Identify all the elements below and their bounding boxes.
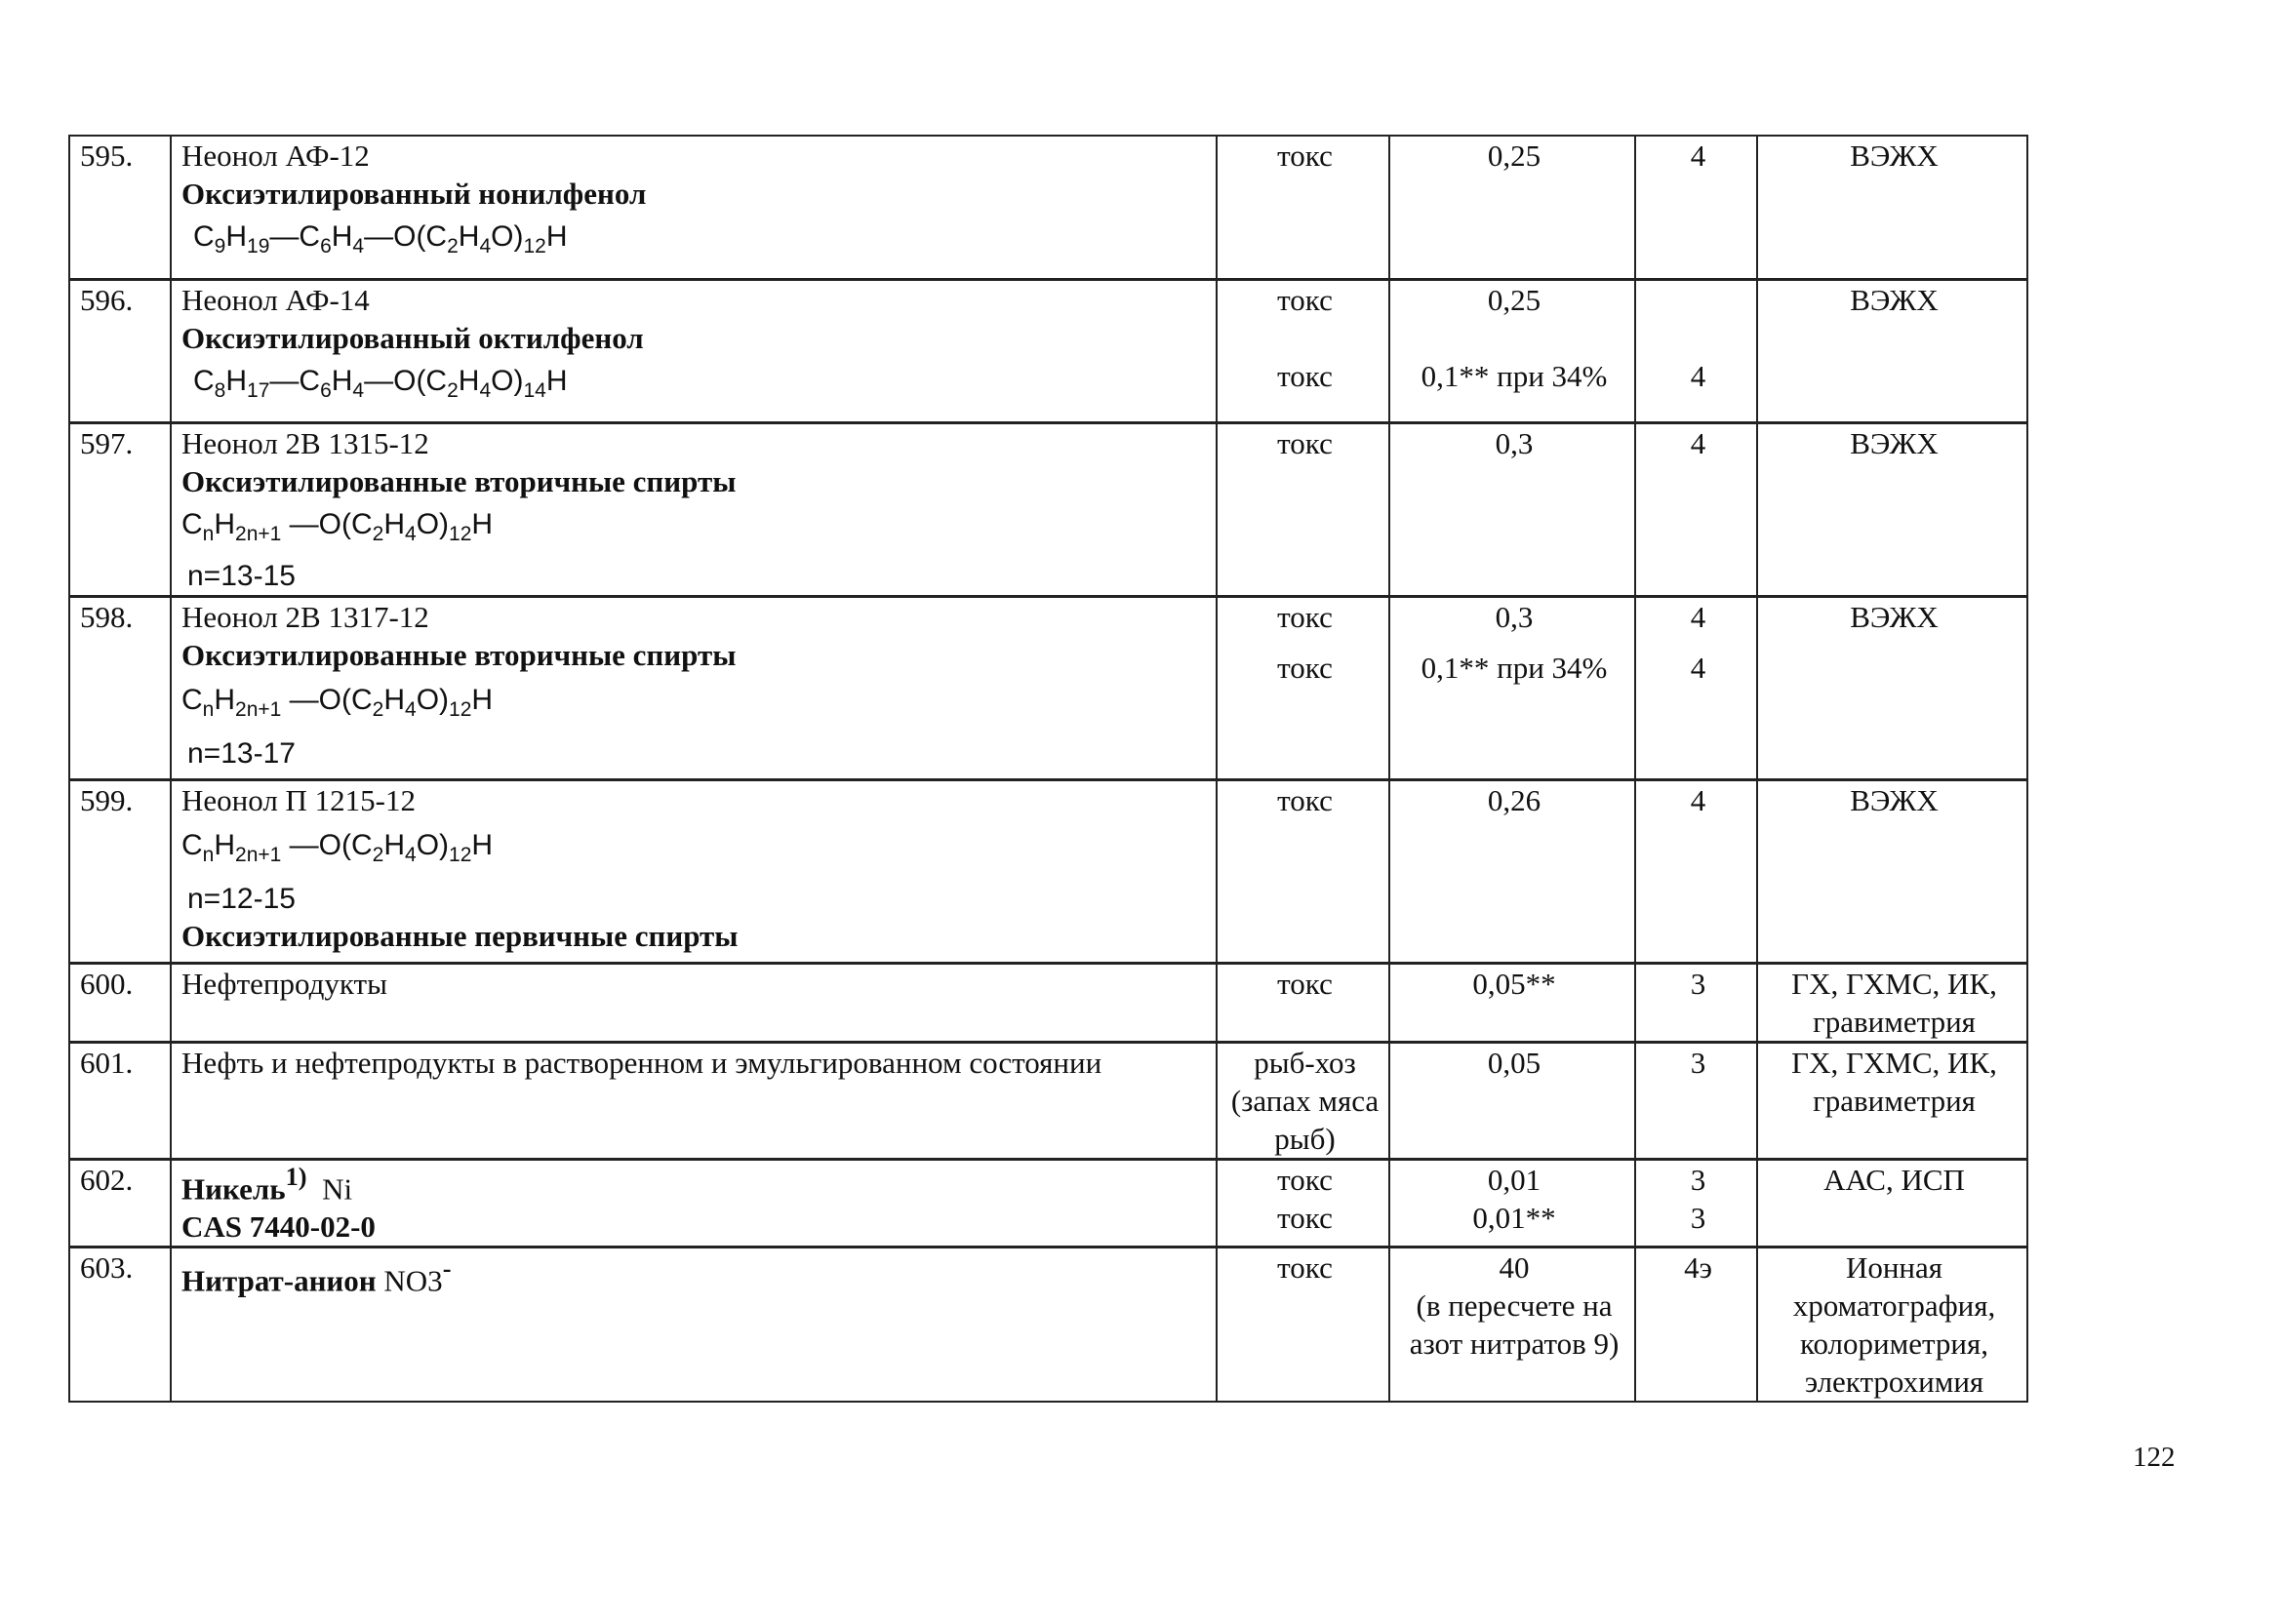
class-cell — [1635, 1042, 1757, 1159]
class-cell — [1635, 136, 1757, 279]
chemical-formula: $C_nH_{2n+1}$ $—O(C_2H_4O)_{12}H$ — [181, 683, 494, 721]
method-cell — [1757, 963, 2027, 1042]
concentration-value: 0,3 — [1495, 425, 1534, 460]
substance-cell — [171, 279, 1217, 422]
substance-cell — [171, 136, 1217, 279]
table-row — [69, 1159, 2027, 1247]
hazard-class: 4 — [1690, 599, 1706, 634]
concentration-value: 0,26 — [1487, 782, 1541, 817]
ion-charge: - — [442, 1254, 452, 1284]
substance-name: Нитрат-анион — [181, 1263, 377, 1298]
substance-cell — [171, 779, 1217, 963]
table-row — [69, 963, 2027, 1042]
substance-cell — [171, 1042, 1217, 1159]
hazard-type-2: токс — [1277, 358, 1333, 393]
element-symbol: Ni — [322, 1170, 353, 1206]
concentration-value: 40 — [1499, 1249, 1530, 1285]
concentration-value: 0,25 — [1487, 282, 1541, 317]
value-cell — [1389, 136, 1635, 279]
hazard-type-cell — [1217, 596, 1389, 779]
hazard-type-2: токс — [1277, 1200, 1333, 1235]
substance-name: Нефть и нефтепродукты в растворенном и эмульгированном состоянии — [181, 1045, 1102, 1080]
hazard-type-cell — [1217, 1159, 1389, 1247]
analysis-method: ВЭЖХ — [1850, 139, 1939, 173]
value-cell — [1389, 596, 1635, 779]
hazard-type: токс — [1277, 782, 1333, 817]
table-row — [69, 1247, 2027, 1402]
hazard-type: токс — [1277, 966, 1333, 1001]
method-cell — [1757, 1159, 2027, 1247]
page-number: 122 — [2133, 1442, 2176, 1473]
substance-name: Неонол АФ-12 — [181, 139, 370, 173]
hazard-type: рыб-хоз (запах мяса рыб) — [1230, 1045, 1380, 1156]
hazard-class-2: 4 — [1690, 358, 1706, 393]
analysis-method: ВЭЖХ — [1850, 782, 1939, 817]
concentration-value: 0,05** — [1472, 966, 1556, 1001]
table-row — [69, 136, 2027, 279]
hazard-type: токс — [1277, 139, 1333, 173]
hazard-type: токс — [1277, 282, 1333, 317]
method-cell — [1757, 422, 2027, 596]
hazard-type-cell — [1217, 422, 1389, 596]
hazard-class: 3 — [1690, 1045, 1706, 1080]
value-cell — [1389, 1042, 1635, 1159]
row-number: 603. — [69, 1247, 171, 1402]
hazard-type: токс — [1277, 1249, 1333, 1285]
data-table — [68, 135, 2028, 1403]
hazard-type: токс — [1277, 599, 1333, 634]
hazard-type-cell — [1217, 1247, 1389, 1402]
substance-description: Оксиэтилированные первичные спирты — [181, 918, 739, 953]
class-cell — [1635, 779, 1757, 963]
hazard-type-2: токс — [1277, 650, 1333, 685]
hazard-type-cell — [1217, 136, 1389, 279]
value-cell — [1389, 963, 1635, 1042]
hazard-class: 4 — [1690, 782, 1706, 817]
row-number: 601. — [69, 1042, 171, 1159]
hazard-type-cell — [1217, 779, 1389, 963]
hazard-class: 3 — [1690, 1162, 1706, 1197]
substance-cell — [171, 596, 1217, 779]
n-range: n=13-17 — [187, 736, 296, 770]
value-cell — [1389, 279, 1635, 422]
hazard-type: токс — [1277, 425, 1333, 460]
method-cell — [1757, 596, 2027, 779]
substance-name: Никель — [181, 1170, 286, 1206]
method-cell — [1757, 779, 2027, 963]
ion-formula: NO3 — [383, 1263, 443, 1298]
chemical-formula: $C_nH_{2n+1}$ $—O(C_2H_4O)_{12}H$ — [181, 507, 494, 545]
analysis-method: Ионная хроматография, колориметрия, электрохимия — [1792, 1249, 1996, 1399]
substance-name: Неонол П 1215-12 — [181, 782, 417, 817]
hazard-class: 4 — [1690, 139, 1706, 173]
hazard-type-cell — [1217, 1042, 1389, 1159]
substance-name: Неонол АФ-14 — [181, 282, 370, 317]
method-cell — [1757, 279, 2027, 422]
analysis-method: ГХ, ГХМС, ИК, гравиметрия — [1791, 966, 1997, 1039]
table-row — [69, 279, 2027, 422]
substance-description: Оксиэтилированные вторичные спирты — [181, 637, 737, 672]
concentration-value: 0,25 — [1487, 139, 1541, 173]
table-row — [69, 596, 2027, 779]
concentration-value: 0,05 — [1487, 1045, 1541, 1080]
hazard-type-cell — [1217, 279, 1389, 422]
substance-name: Неонол 2В 1317-12 — [181, 599, 429, 634]
row-number: 597. — [69, 422, 171, 596]
chemical-formula: $C_9H_{19}—C_6H_4—O(C_2H_4O)_{12}H$ — [193, 220, 568, 257]
substance-name: Нефтепродукты — [181, 966, 387, 1001]
table-row — [69, 422, 2027, 596]
class-cell — [1635, 1247, 1757, 1402]
row-number: 598. — [69, 596, 171, 779]
method-cell — [1757, 1042, 2027, 1159]
analysis-method: ААС, ИСП — [1823, 1162, 1965, 1197]
substance-description: Оксиэтилированный нонилфенол — [181, 177, 647, 211]
n-range: n=13-15 — [187, 559, 296, 592]
row-number: 596. — [69, 279, 171, 422]
hazard-type-cell — [1217, 963, 1389, 1042]
analysis-method: ВЭЖХ — [1850, 599, 1939, 634]
chemical-formula: $C_nH_{2n+1}$ $—O(C_2H_4O)_{12}H$ — [181, 828, 494, 866]
method-cell — [1757, 136, 2027, 279]
row-number: 600. — [69, 963, 171, 1042]
method-cell — [1757, 1247, 2027, 1402]
value-cell — [1389, 1159, 1635, 1247]
concentration-value-2: 0,1** при 34% — [1421, 358, 1608, 393]
hazard-class-2: 3 — [1690, 1200, 1706, 1235]
class-cell — [1635, 596, 1757, 779]
substance-cell — [171, 963, 1217, 1042]
class-cell — [1635, 963, 1757, 1042]
substance-cell — [171, 1159, 1217, 1247]
hazard-class — [1646, 281, 1750, 319]
hazard-class: 4 — [1690, 425, 1706, 460]
row-number: 595. — [69, 136, 171, 279]
concentration-value-2: 0,1** при 34% — [1421, 650, 1608, 685]
substance-description: Оксиэтилированные вторичные спирты — [181, 463, 737, 498]
concentration-value: 0,3 — [1495, 599, 1534, 634]
value-cell — [1389, 422, 1635, 596]
row-number: 599. — [69, 779, 171, 963]
value-cell — [1389, 1247, 1635, 1402]
substance-description: Оксиэтилированный октилфенол — [181, 320, 644, 355]
hazard-class-2: 4 — [1690, 650, 1706, 685]
cas-number: CAS 7440-02-0 — [181, 1208, 376, 1244]
hazard-type: токс — [1277, 1162, 1333, 1197]
substance-cell — [171, 422, 1217, 596]
substance-name: Неонол 2В 1315-12 — [181, 425, 429, 460]
hazard-class: 4э — [1684, 1249, 1712, 1285]
concentration-value: 0,01 — [1487, 1162, 1541, 1197]
class-cell — [1635, 279, 1757, 422]
value-note: (в пересчете на азот нитратов 9) — [1409, 1287, 1620, 1361]
n-range: n=12-15 — [187, 882, 296, 915]
chemical-formula: $C_8H_{17}—C_6H_4—O(C_2H_4O)_{14}H$ — [193, 364, 568, 402]
analysis-method: ВЭЖХ — [1850, 282, 1939, 317]
footnote-marker: 1) — [285, 1162, 307, 1191]
class-cell — [1635, 1159, 1757, 1247]
analysis-method: ГХ, ГХМС, ИК, гравиметрия — [1791, 1045, 1997, 1118]
value-cell — [1389, 779, 1635, 963]
substance-cell — [171, 1247, 1217, 1402]
hazard-class: 3 — [1690, 966, 1706, 1001]
concentration-value-2: 0,01** — [1472, 1200, 1556, 1235]
table-row — [69, 1042, 2027, 1159]
class-cell — [1635, 422, 1757, 596]
row-number: 602. — [69, 1159, 171, 1247]
table-row — [69, 779, 2027, 963]
analysis-method: ВЭЖХ — [1850, 425, 1939, 460]
